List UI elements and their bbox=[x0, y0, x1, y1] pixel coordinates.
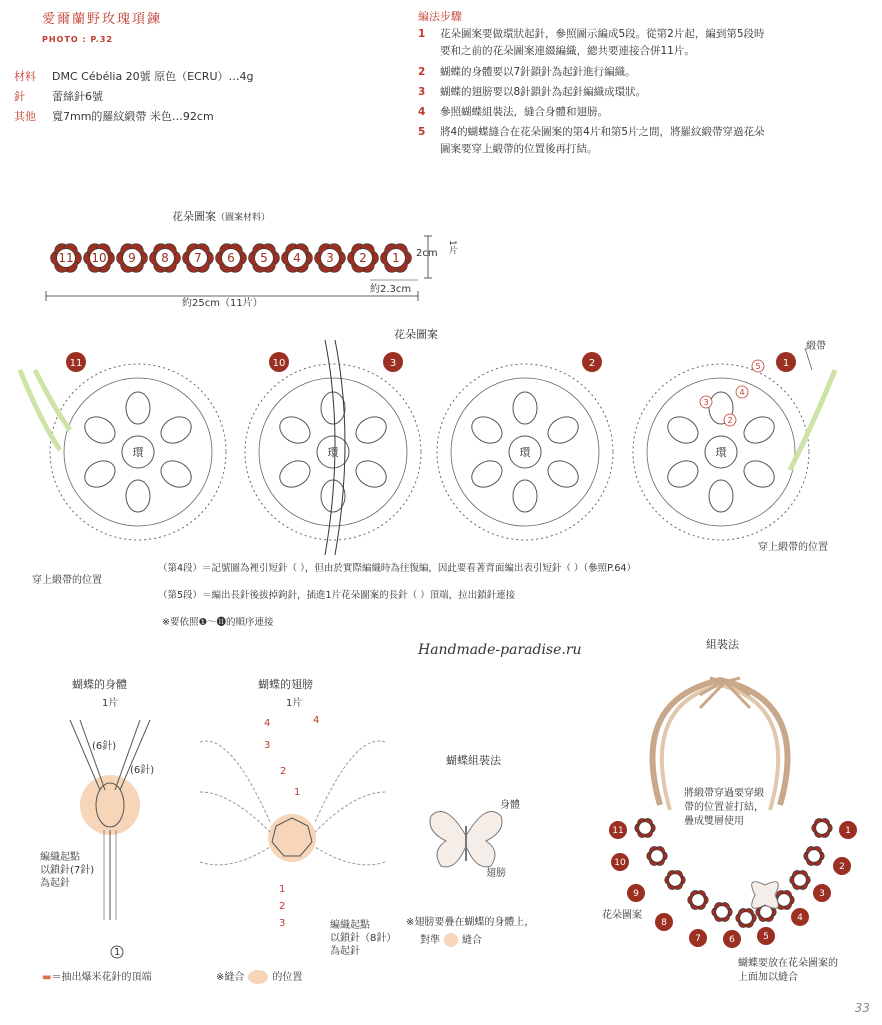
necklace-number-badge bbox=[609, 821, 627, 839]
necklace-number-badge bbox=[627, 884, 645, 902]
strip-flower bbox=[51, 244, 82, 273]
photo-ref: PHOTO : P.32 bbox=[42, 35, 113, 44]
assembly-note2: 對準 縫合 bbox=[420, 935, 482, 946]
svg-text:10: 10 bbox=[272, 358, 286, 369]
motif-number-badge bbox=[776, 352, 796, 372]
wing-mark: 3 bbox=[264, 740, 271, 751]
wing-mark: 4 bbox=[264, 718, 271, 729]
material-key: 其他 bbox=[14, 110, 36, 123]
wing-start3: 為起針 bbox=[330, 946, 360, 957]
necklace-flower bbox=[812, 818, 833, 837]
motif-title: 花朵圖案 bbox=[394, 328, 438, 341]
svg-text:11: 11 bbox=[69, 358, 83, 369]
body-mark: 1 bbox=[114, 947, 121, 958]
motif-number-badge bbox=[582, 352, 602, 372]
svg-text:4: 4 bbox=[797, 913, 803, 923]
flower-number: 10 bbox=[91, 251, 107, 266]
assembly-body-label: 身體 bbox=[500, 800, 520, 811]
strip-flower bbox=[315, 244, 346, 273]
svg-text:7: 7 bbox=[695, 934, 701, 944]
row-mark bbox=[736, 386, 748, 398]
strip-flower bbox=[348, 244, 379, 273]
step-line: 4 參照蝴蝶組裝法，縫合身體和翅膀。 bbox=[418, 106, 608, 118]
motif-center-label: 環 bbox=[519, 446, 531, 459]
svg-text:8: 8 bbox=[661, 918, 667, 928]
flower-number: 3 bbox=[326, 251, 334, 266]
flower-motif bbox=[50, 364, 226, 540]
assembly-wing-label: 翅膀 bbox=[486, 868, 506, 879]
motif-row-diagram bbox=[0, 340, 882, 555]
material-value: 寬7mm的羅紋緞帶 米色…92cm bbox=[52, 110, 214, 123]
body-start: 編織起點 bbox=[40, 852, 80, 863]
material-other bbox=[14, 108, 214, 124]
wing-count: 1片 bbox=[286, 698, 303, 709]
wing-start2: 以鎖針（8針） bbox=[330, 933, 397, 944]
necklace-note2: 帶的位置並打結， bbox=[684, 802, 764, 813]
necklace-flower bbox=[790, 870, 811, 889]
svg-text:2: 2 bbox=[727, 416, 733, 425]
body-count: 1片 bbox=[102, 698, 119, 709]
svg-text:3: 3 bbox=[703, 398, 709, 407]
watermark: Handmade-paradise.ru bbox=[418, 642, 582, 658]
necklace-number-badge bbox=[839, 821, 857, 839]
note-row5: （第5段）＝編出長針後拔掉鉤針，插進1片花朵圖案的長針（ ）頂端，拉出鎖針連接 bbox=[158, 590, 516, 601]
flower-number: 5 bbox=[260, 251, 268, 266]
wing-start: 編織起點 bbox=[330, 920, 370, 931]
steps-title: 編法步驟 bbox=[418, 10, 462, 23]
flower-number: 8 bbox=[161, 251, 169, 266]
necklace-number-badge bbox=[813, 884, 831, 902]
body-start3: 為起針 bbox=[40, 878, 70, 889]
assembly-note1: ※翅膀要疊在蝴蝶的身體上， bbox=[406, 917, 535, 928]
flower-number: 2 bbox=[359, 251, 367, 266]
body-start2: 以鎖針(7針) bbox=[40, 865, 95, 876]
strip-flower bbox=[117, 244, 148, 273]
row-mark bbox=[700, 396, 712, 408]
necklace-flower bbox=[647, 846, 668, 865]
step-line: 5 將4的蝴蝶縫合在花朵圖案的第4片和第5片之間，將羅紋緞帶穿過花朵 bbox=[418, 126, 765, 138]
necklace-flower bbox=[688, 890, 709, 909]
svg-text:2: 2 bbox=[588, 358, 596, 369]
material-yarn bbox=[14, 68, 254, 84]
strip-flower bbox=[84, 244, 115, 273]
motif-number-badge bbox=[383, 352, 403, 372]
material-key: 材料 bbox=[14, 70, 36, 83]
butterfly-wing-diagram bbox=[190, 712, 400, 932]
flower-number: 7 bbox=[194, 251, 202, 266]
flower-motif bbox=[633, 364, 809, 540]
svg-text:1: 1 bbox=[845, 826, 851, 836]
material-hook bbox=[14, 88, 103, 104]
necklace-flower bbox=[736, 908, 757, 927]
necklace-flower bbox=[635, 818, 656, 837]
flower-number: 1 bbox=[392, 251, 400, 266]
wing-title: 蝴蝶的翅膀 bbox=[258, 678, 313, 691]
necklace-number-badge bbox=[611, 853, 629, 871]
necklace-flower-label: 花朵圖案 bbox=[602, 910, 642, 921]
wing-mark: 2 bbox=[279, 901, 286, 912]
svg-text:3: 3 bbox=[819, 889, 825, 899]
svg-text:11: 11 bbox=[612, 826, 624, 836]
step-line: 2 蝴蝶的身體要以7針鎖針為起針進行編織。 bbox=[418, 66, 636, 78]
strip-count-label: 1片 bbox=[447, 240, 457, 255]
necklace-number-badge bbox=[833, 857, 851, 875]
necklace-number-badge bbox=[757, 927, 775, 945]
step-line: 3 蝴蝶的翅膀要以8針鎖針為起針編織成環狀。 bbox=[418, 86, 647, 98]
ribbon-pos-left: 穿上緞帶的位置 bbox=[32, 575, 102, 586]
svg-text:1: 1 bbox=[782, 358, 790, 369]
assembly-title: 蝴蝶組裝法 bbox=[446, 754, 501, 767]
page-number: 33 bbox=[854, 1001, 870, 1015]
strip-width-label: 約2.3cm bbox=[370, 284, 412, 295]
body-label-6a: (6針) bbox=[92, 741, 117, 752]
necklace-flower bbox=[712, 902, 733, 921]
motif-center-label: 環 bbox=[715, 446, 727, 459]
strip-flower bbox=[183, 244, 214, 273]
strip-flower bbox=[282, 244, 313, 273]
strip-title: 花朵圖案（圖案材料） bbox=[172, 210, 271, 223]
necklace-butterfly-note2: 上面加以縫合 bbox=[738, 972, 798, 983]
necklace-number-badge bbox=[689, 929, 707, 947]
strip-flower bbox=[249, 244, 280, 273]
wing-mark: 1 bbox=[279, 884, 286, 895]
material-key: 針 bbox=[14, 90, 25, 103]
strip-flower bbox=[381, 244, 412, 273]
wing-mark: 1 bbox=[294, 787, 301, 798]
strip-total-label: 約25cm（11片） bbox=[182, 298, 263, 309]
note-row4: （第4段）＝記號圖為裡引短針（ ），但由於實際編織時為往復編，因此要看著背面編出表引短針（ ）（參照P.64） bbox=[158, 563, 636, 574]
wing-legend: ※縫合 的位置 bbox=[216, 972, 303, 983]
note-order: ※要依照❶～⓫的順序連接 bbox=[162, 617, 274, 628]
page-title: 愛爾蘭野玫瑰項鍊 bbox=[42, 12, 163, 27]
body-label-6b: (6針) bbox=[130, 765, 155, 776]
svg-text:2: 2 bbox=[839, 862, 845, 872]
wing-mark: 3 bbox=[279, 918, 286, 929]
necklace-title: 組裝法 bbox=[706, 638, 739, 651]
flower-number: 11 bbox=[58, 251, 74, 266]
body-title: 蝴蝶的身體 bbox=[72, 678, 127, 691]
strip-height-label: 2cm bbox=[416, 248, 438, 259]
svg-text:6: 6 bbox=[729, 935, 735, 945]
necklace-note1: 將緞帶穿過要穿緞 bbox=[684, 788, 764, 799]
svg-text:5: 5 bbox=[755, 362, 761, 371]
wing-mark: 4 bbox=[313, 715, 320, 726]
necklace-butterfly-note1: 蝴蝶要放在花朵圖案的 bbox=[738, 958, 838, 969]
motif-center-label: 環 bbox=[327, 446, 339, 459]
svg-text:5: 5 bbox=[763, 932, 769, 942]
flower-number: 6 bbox=[227, 251, 235, 266]
flower-motif bbox=[245, 364, 421, 540]
strip-flower bbox=[216, 244, 247, 273]
material-value: DMC Cébélia 20號 原色（ECRU）…4g bbox=[52, 70, 254, 83]
row-mark bbox=[752, 360, 764, 372]
motif-center-label: 環 bbox=[132, 446, 144, 459]
svg-text:4: 4 bbox=[739, 388, 745, 397]
body-legend: ▬＝抽出爆米花針的頂端 bbox=[42, 972, 152, 983]
step-line: 圖案要穿上緞帶的位置後再打結。 bbox=[440, 143, 598, 155]
necklace-flower bbox=[665, 870, 686, 889]
row-mark bbox=[724, 414, 736, 426]
ribbon-label: 緞帶 bbox=[806, 341, 826, 352]
flower-number: 9 bbox=[128, 251, 136, 266]
step-line: 要和之前的花朵圖案連綴編織，總共要連接合併11片。 bbox=[440, 45, 695, 57]
flower-motif bbox=[437, 364, 613, 540]
necklace-note3: 疊成雙層使用 bbox=[684, 816, 744, 827]
strip-flower bbox=[150, 244, 181, 273]
necklace-flower bbox=[804, 846, 825, 865]
necklace-number-badge bbox=[723, 930, 741, 948]
svg-text:10: 10 bbox=[614, 858, 626, 868]
step-line: 1 花朵圖案要做環狀起針，參照圖示編成5段。從第2片起，編到第5段時 bbox=[418, 28, 765, 40]
svg-text:3: 3 bbox=[389, 358, 397, 369]
necklace-number-badge bbox=[791, 908, 809, 926]
ribbon-pos-right: 穿上緞帶的位置 bbox=[758, 542, 828, 553]
motif-number-badge bbox=[269, 352, 289, 372]
wing-mark: 2 bbox=[280, 766, 287, 777]
svg-text:9: 9 bbox=[633, 889, 639, 899]
necklace-number-badge bbox=[655, 913, 673, 931]
flower-number: 4 bbox=[293, 251, 301, 266]
material-value: 蕾絲針6號 bbox=[52, 90, 103, 103]
motif-number-badge bbox=[66, 352, 86, 372]
